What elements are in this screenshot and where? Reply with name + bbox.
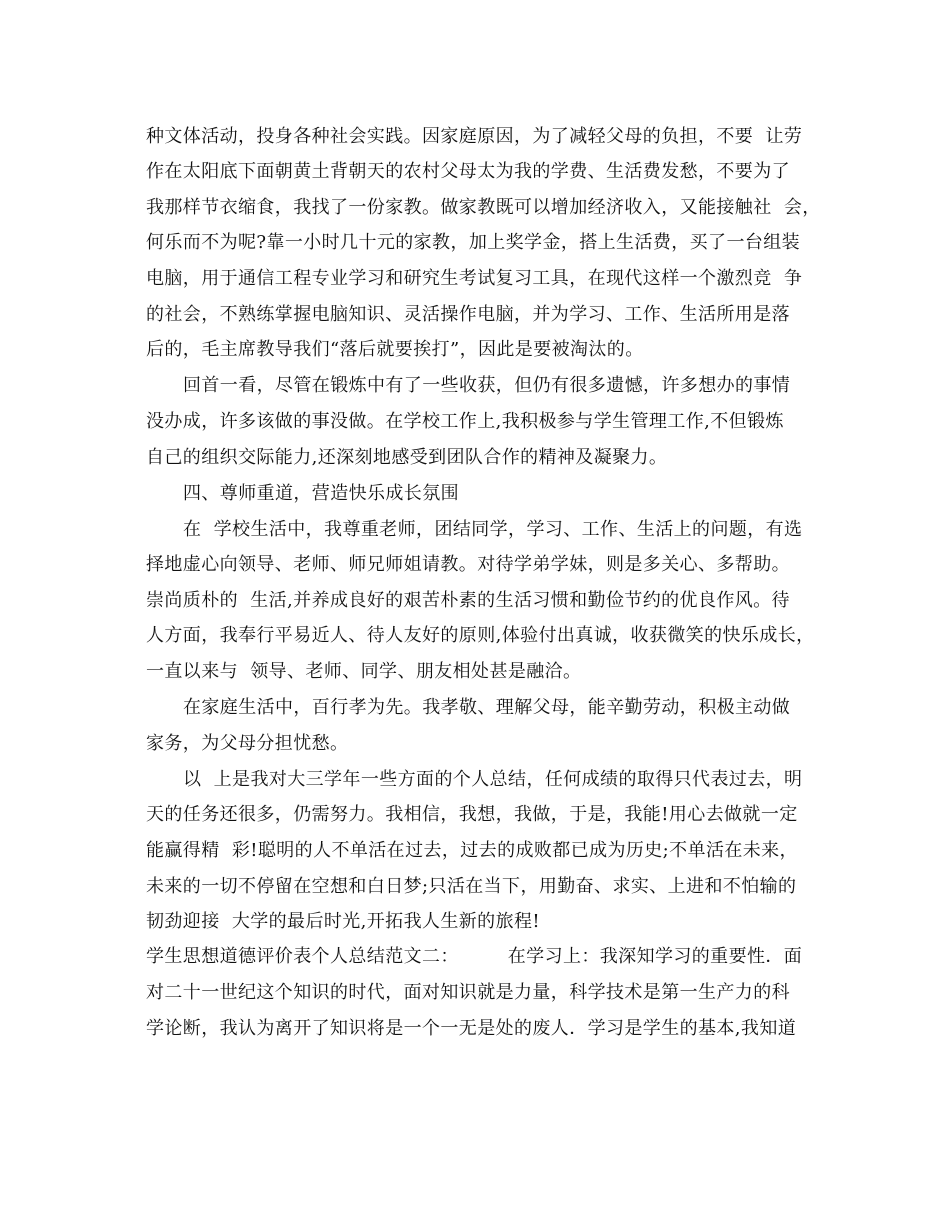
text-line: 学论断，我认为离开了知识将是一个一无是处的废人．学习是学生的基本,我知道 — [146, 1018, 797, 1039]
text-line: 未来的一切不停留在空想和白日梦;只活在当下，用勤奋、求实、上进和不怕输的 — [146, 876, 797, 897]
paragraph-start-line: 以 上是我对大三学年一些方面的个人总结，任何成绩的取得只代表过去，明 — [183, 769, 803, 790]
text-line: 能赢得精 彩!聪明的人不单活在过去，过去的成败都已成为历史;不单活在未来， — [146, 840, 798, 861]
text-line: 种文体活动，投身各种社会实践。因家庭原因，为了减轻父母的负担，不要 让劳 — [146, 126, 803, 147]
text-line: 人方面，我奉行平易近人、待人友好的原则,体验付出真诚，收获微笑的快乐成长， — [146, 625, 815, 646]
text-line: 择地虚心向领导、老师、师兄师姐请教。对待学弟学妹，则是多关心、多帮助。 — [146, 554, 790, 575]
text-line: 学生思想道德评价表个人总结范文二： 在学习上：我深知学习的重要性．面 — [146, 946, 803, 967]
text-line: 对二十一世纪这个知识的时代，面对知识就是力量，科学技术是第一生产力的科 — [146, 982, 790, 1003]
text-line: 没办成，许多该做的事没做。在学校工作上,我积极参与学生管理工作,不但锻炼 — [146, 411, 784, 432]
text-line: 作在太阳底下面朝黄土背朝天的农村父母太为我的学费、生活费发愁，不要为了 — [146, 161, 790, 182]
text-line: 的社会，不熟练掌握电脑知识、灵活操作电脑，并为学习、工作、生活所用是落 — [146, 304, 790, 325]
text-line: 电脑，用于通信工程专业学习和研究生考试复习工具，在现代这样一个激烈竞 争 — [146, 268, 803, 289]
paragraph-start-line: 回首一看，尽管在锻炼中有了一些收获，但仍有很多遗憾，许多想办的事情 — [183, 375, 791, 396]
text-line: 韧劲迎接 大学的最后时光,开拓我人生新的旅程! — [146, 911, 540, 932]
text-line: 一直以来与 领导、老师、同学、朋友相处甚是融洽。 — [146, 661, 582, 682]
paragraph-start-line: 在 学校生活中，我尊重老师，团结同学，学习、工作、生活上的问题，有选 — [183, 519, 803, 540]
section-heading: 四、尊师重道，营造快乐成长氛围 — [183, 483, 459, 504]
text-line: 天的任务还很多，仍需努力。我相信，我想，我做，于是，我能!用心去做就一定 — [146, 804, 798, 825]
text-line: 崇尚质朴的 生活,并养成良好的艰苦朴素的生活习惯和勤俭节约的优良作风。待 — [146, 590, 790, 611]
text-line: 何乐而不为呢?靠一小时几十元的家教，加上奖学金，搭上生活费，买了一台组装 — [146, 232, 801, 253]
text-line: 家务，为父母分担忧愁。 — [146, 733, 349, 754]
text-line: 我那样节衣缩食，我找了一份家教。做家教既可以增加经济收入，又能接触社 会， — [146, 197, 821, 218]
text-line: 后的，毛主席教导我们“落后就要挨打”，因此是要被淘汰的。 — [146, 339, 644, 360]
text-line: 自己的组织交际能力,还深刻地感受到团队合作的精神及凝聚力。 — [146, 447, 668, 468]
paragraph-start-line: 在家庭生活中，百行孝为先。我孝敬、理解父母，能辛勤劳动，积极主动做 — [183, 697, 791, 718]
